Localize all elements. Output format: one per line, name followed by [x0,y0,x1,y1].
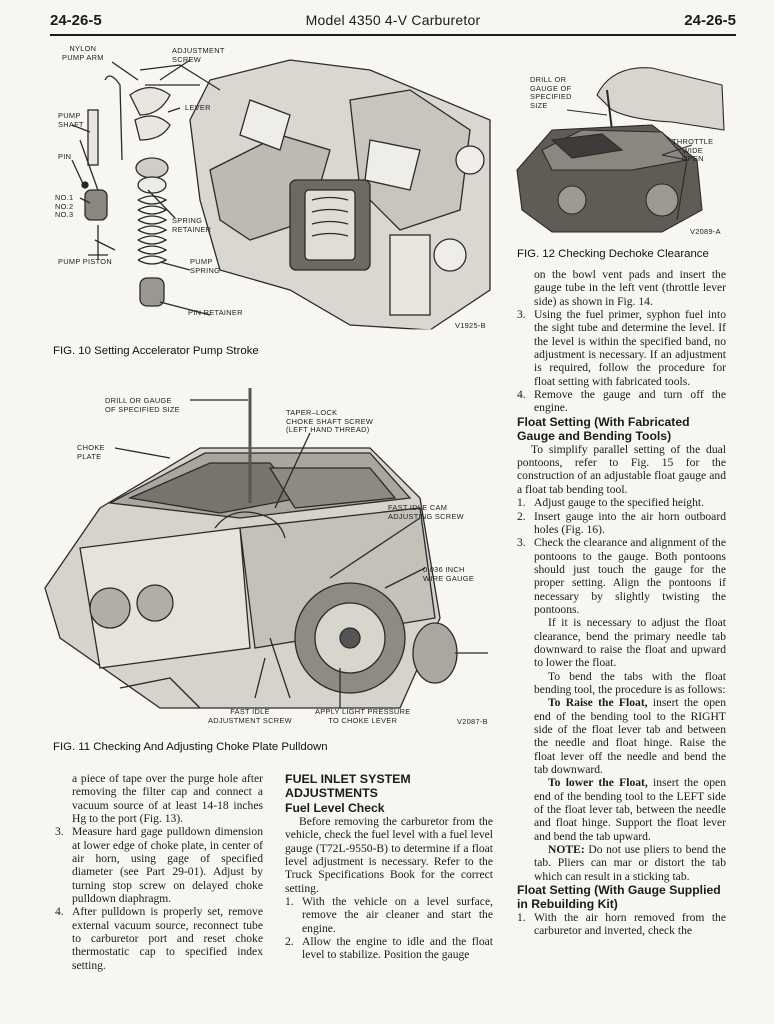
step-2-idle: 2. Allow the engine to idle and the float level to stabilize. Position the gauge [285,934,493,962]
label-pump-piston: PUMP PISTON [58,257,112,266]
figure-12-code: V2089-A [690,227,721,236]
paragraph-dual-pontoons: To simplify parallel setting of the dual pontoons, refer to Fig. 15 for the construction of an adjustable float gauge and a float tab bending tool. [517,442,726,496]
page-number-right: 24-26-5 [684,12,736,29]
heading-float-gauge-kit: Float Setting (With Gauge Supplied in Rebuilding Kit) [517,883,721,912]
paragraph-fuel-level: Before removing the carburetor from the vehicle, check the fuel level with a fuel level gauge (T72L-9550-B) to determine if a float level adjustment is necessary. Refer to the Truck Specifications Book for the correct setting. [285,814,493,895]
column-3-text [517,268,726,938]
label-taper-lock-screw: TAPER–LOCK CHOKE SHAFT SCREW (LEFT HAND THREAD) [286,408,374,435]
column-2-text [285,772,493,962]
page-header [50,12,736,36]
label-adjustment-screw: ADJUSTMENT SCREW [172,46,225,64]
label-nylon-pump-arm: NYLON PUMP ARM [62,44,104,62]
label-lever: LEVER [185,103,211,112]
paragraph-bowl-vent: on the bowl vent pads and insert the gauge tube in the left vent (throttle lever side) as shown in Fig. 14. [534,268,726,308]
float-step-3: 3. Check the clearance and alignment of the pontoons to the gauge. Both pontoons should just touch the gauge for the proper setting. Align the pontoons if necessary by slightly twisting the pontoons. [517,536,726,616]
step-4-pulldown: 4. After pulldown is properly set, remove external vacuum source, reconnect tube to carburetor port and reset choke thermostatic cap to specified index setting. [55,905,263,972]
label-position-numbers: NO.1 NO.2 NO.3 [55,193,74,220]
label-drill-or-gauge: DRILL OR GAUGE OF SPECIFIED SIZE [105,396,180,414]
page-number-left: 24-26-5 [50,12,102,29]
figure-10 [50,40,500,340]
figure-12-caption: FIG. 12 Checking Dechoke Clearance [517,248,709,260]
step-3-measure: 3. Measure hard gage pulldown dimension at lower edge of choke plate, in center of air horn, using gage of specified diameter (see Part 29-01). Adjust by turning stop screw on delayed choke pulldown diaphragm. [55,825,263,906]
paragraph-raise-float: To Raise the Float, insert the open end of the bending tool to the RIGHT side of the float lever tab and between the needle and float hinge. Raise the float lever off the needle and bend the tab downward. [534,696,726,777]
figure-12 [512,60,734,240]
step-4-remove-gauge: 4. Remove the gauge and turn off the engine. [517,388,726,415]
label-choke-plate: CHOKE PLATE [77,443,105,461]
figure-11-caption: FIG. 11 Checking And Adjusting Choke Plate Pulldown [53,741,328,753]
paragraph-float-clearance: If it is necessary to adjust the float clearance, bend the primary needle tab downward to raise the float and upward to lower the float. [534,616,726,670]
float-step-2: 2. Insert gauge into the air horn outboard holes (Fig. 16). [517,509,726,536]
label-pin-retainer: PIN RETAINER [188,308,243,317]
choke-pulldown-illustration [40,388,500,733]
figure-11-code: V2087-B [457,717,488,726]
paragraph-lower-float: To lower the Float, insert the open end of the bending tool to the LEFT side of the float lever tab, between the needle and float hinge. Support the float lever and bend the tab upward. [534,776,726,843]
label-apply-pressure: APPLY LIGHT PRESSURE TO CHOKE LEVER [315,707,411,725]
heading-fuel-inlet: FUEL INLET SYSTEM ADJUSTMENTS [285,772,411,801]
label-spring-retainer: SPRING RETAINER [172,216,212,234]
heading-fuel-level-check: Fuel Level Check [285,800,385,815]
figure-10-code: V1925-B [455,321,486,330]
heading-float-fabricated: Float Setting (With Fabricated Gauge and Bending Tools) [517,414,690,443]
column-1-text [55,772,263,972]
step-1-level-surface: 1. With the vehicle on a level surface, remove the air cleaner and start the engine. [285,894,493,935]
label-fast-idle-cam: FAST IDLE CAM ADJUSTING SCREW [388,503,464,521]
gauge-step-1: 1. With the air horn removed from the carburetor and inverted, check the [517,911,726,938]
page-title: Model 4350 4-V Carburetor [305,12,481,28]
label-fast-idle-screw: FAST IDLE ADJUSTMENT SCREW [208,707,292,725]
label-throttle-wide-open: THROTTLE WIDE OPEN [672,137,714,164]
label-drill-or-gauge-12: DRILL OR GAUGE OF SPECIFIED SIZE [530,75,572,110]
float-step-1: 1. Adjust gauge to the specified height. [517,496,705,510]
figure-11 [40,388,500,733]
header-rule [50,34,736,36]
paragraph-bend-tabs: To bend the tabs with the float bending tool, the procedure is as follows: [534,669,726,696]
label-pump-shaft: PUMP SHAFT [58,111,84,129]
note-pliers: NOTE: Do not use pliers to bend the tab. Pliers can mar or distort the tab which can result in a sticking tab. [534,843,726,883]
figure-10-caption: FIG. 10 Setting Accelerator Pump Stroke [53,345,259,357]
paragraph-purge-hole: a piece of tape over the purge hole after removing the filter cap and connect a vacuum source of at least 14-18 inches Hg to the port (Fig. 13). [72,772,263,826]
label-pin: PIN [58,152,72,161]
label-pump-spring: PUMP SPRING [190,257,221,275]
step-3-syphon: 3. Using the fuel primer, syphon fuel into the sight tube and determine the level. If the level is within the specified band, no adjustment is necessary. If an adjustment is required, follow the procedure for float setting with fabricated tools. [517,308,726,388]
pump-stroke-illustration [50,40,500,340]
label-wire-gauge: 0.036 INCH WIRE GAUGE [423,565,475,583]
